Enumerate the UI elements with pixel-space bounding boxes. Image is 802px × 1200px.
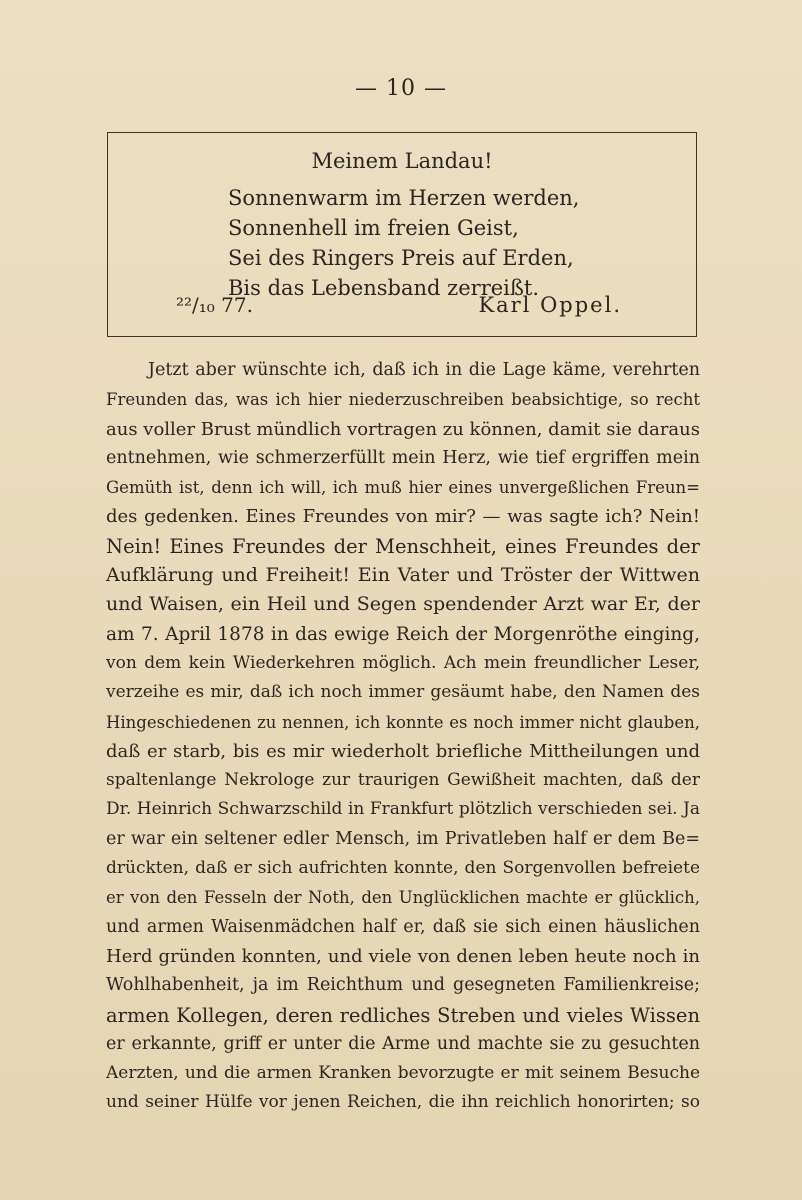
page-number: — 10 — <box>355 76 447 101</box>
text-line: er von den Fesseln der Noth, den Unglücklichen machte er glücklich, <box>106 888 700 908</box>
text-line: von dem kein Wiederkehren möglich. Ach mein freundlicher Leser, <box>106 652 700 673</box>
poem-line: Sei des Ringers Preis auf Erden, <box>228 246 574 270</box>
text-line: Nein! Eines Freundes der Menschheit, eines Freundes der <box>106 534 700 558</box>
text-line: entnehmen, wie schmerzerfüllt mein Herz, wie tief ergriffen mein <box>106 447 700 468</box>
text-line: und Waisen, ein Heil und Segen spendender Arzt war Er, der <box>106 593 700 616</box>
text-line: am 7. April 1878 in das ewige Reich der Morgenröthe einging, <box>106 623 700 645</box>
text-line: aus voller Brust mündlich vortragen zu können, damit sie daraus <box>106 418 700 440</box>
poem-date: ²²/₁₀ 77. <box>176 293 253 317</box>
text-line: Aufklärung und Freiheit! Ein Vater und Tröster der Wittwen <box>106 564 700 587</box>
text-line: drückten, daß er sich aufrichten konnte, den Sorgenvollen befreiete <box>106 858 700 879</box>
body-text <box>106 356 700 1118</box>
poem-title: Meinem Landau! <box>311 149 493 173</box>
text-line: Herd gründen konnten, und viele von denen leben heute noch in <box>106 945 700 967</box>
text-line: Freunden das, was ich hier niederzuschreiben beabsichtige, so recht <box>106 390 700 410</box>
text-line: spaltenlange Nekrologe zur traurigen Gewißheit machten, daß der <box>106 770 700 791</box>
poem-line: Sonnenhell im freien Geist, <box>228 216 519 240</box>
text-line: er war ein seltener edler Mensch, im Privatleben half er dem Be= <box>106 828 700 849</box>
text-line: Hingeschiedenen zu nennen, ich konnte es noch immer nicht glauben, <box>106 712 700 732</box>
text-line: Dr. Heinrich Schwarzschild in Frankfurt plötzlich verschieden sei. Ja <box>106 799 700 820</box>
text-line: Aerzten, und die armen Kranken bevorzugte er mit seinem Besuche <box>106 1063 700 1084</box>
text-line: daß er starb, bis es mir wiederholt briefliche Mittheilungen und <box>106 740 700 762</box>
text-line: verzeihe es mir, daß ich noch immer gesäumt habe, den Namen des <box>106 682 700 703</box>
poem-line: Sonnenwarm im Herzen werden, <box>228 186 580 210</box>
poem-line: Bis das Lebensband zerreißt. <box>228 276 540 300</box>
text-line: Wohlhabenheit, ja im Reichthum und gesegneten Familienkreise; <box>106 975 700 996</box>
poem-lines <box>228 183 579 303</box>
text-line: und seiner Hülfe vor jenen Reichen, die ihn reichlich honorirten; so <box>106 1092 700 1113</box>
poem-author: Karl Oppel. <box>478 293 622 317</box>
text-line: Gemüth ist, denn ich will, ich muß hier eines unvergeßlichen Freun= <box>106 478 700 498</box>
text-line: Jetzt aber wünschte ich, daß ich in die Lage käme, verehrten <box>148 360 700 380</box>
text-line: er erkannte, griff er unter die Arme und machte sie zu gesuchten <box>106 1033 700 1054</box>
text-line: des gedenken. Eines Freundes von mir? — was sagte ich? Nein! <box>106 506 700 528</box>
text-line: und armen Waisenmädchen half er, daß sie sich einen häuslichen <box>106 916 700 937</box>
text-line: armen Kollegen, deren redliches Streben und vieles Wissen <box>106 1003 700 1027</box>
poem-box <box>107 132 697 337</box>
